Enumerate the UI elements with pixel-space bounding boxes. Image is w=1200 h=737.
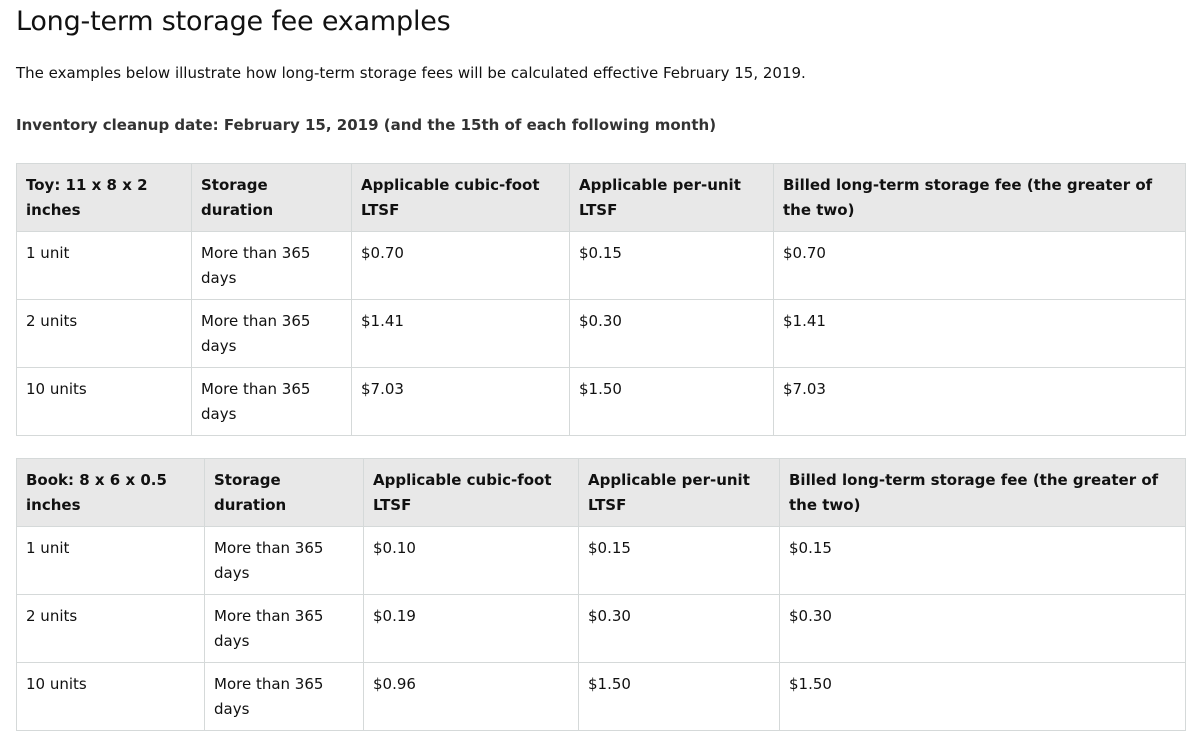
cell-duration: More than 365 days	[192, 300, 352, 368]
cell-per-unit-fee: $0.30	[579, 595, 780, 663]
cell-duration: More than 365 days	[192, 232, 352, 300]
header-cubic-foot-ltsf: Applicable cubic-foot LTSF	[352, 164, 570, 232]
cell-billed-fee: $0.30	[780, 595, 1186, 663]
cell-billed-fee: $7.03	[774, 368, 1186, 436]
cell-units: 10 units	[17, 663, 205, 731]
cleanup-date-heading: Inventory cleanup date: February 15, 2019 (and the 15th of each following month)	[16, 116, 717, 134]
cell-cubic-foot-fee: $0.96	[364, 663, 579, 731]
header-cubic-foot-ltsf: Applicable cubic-foot LTSF	[364, 459, 579, 527]
cell-cubic-foot-fee: $0.10	[364, 527, 579, 595]
header-storage-duration: Storage duration	[192, 164, 352, 232]
cell-cubic-foot-fee: $7.03	[352, 368, 570, 436]
header-item-size: Toy: 11 x 8 x 2 inches	[17, 164, 192, 232]
table-row	[17, 595, 1186, 663]
book-fee-table	[16, 458, 1186, 731]
cell-billed-fee: $0.70	[774, 232, 1186, 300]
cell-per-unit-fee: $1.50	[579, 663, 780, 731]
table-row	[17, 663, 1186, 731]
cell-units: 1 unit	[17, 232, 192, 300]
cell-duration: More than 365 days	[205, 595, 364, 663]
header-billed-fee: Billed long-term storage fee (the greater of the two)	[774, 164, 1186, 232]
table-header-row	[17, 459, 1186, 527]
cell-units: 2 units	[17, 300, 192, 368]
page-title: Long-term storage fee examples	[16, 6, 451, 37]
cell-units: 1 unit	[17, 527, 205, 595]
table-header-row	[17, 164, 1186, 232]
cell-units: 10 units	[17, 368, 192, 436]
cell-duration: More than 365 days	[192, 368, 352, 436]
cell-cubic-foot-fee: $0.19	[364, 595, 579, 663]
table-row	[17, 368, 1186, 436]
cell-duration: More than 365 days	[205, 527, 364, 595]
toy-fee-table	[16, 163, 1186, 436]
cell-duration: More than 365 days	[205, 663, 364, 731]
intro-paragraph: The examples below illustrate how long-term storage fees will be calculated effective February 15, 2019.	[16, 64, 806, 82]
cell-per-unit-fee: $0.30	[570, 300, 774, 368]
header-per-unit-ltsf: Applicable per-unit LTSF	[570, 164, 774, 232]
cell-units: 2 units	[17, 595, 205, 663]
cell-billed-fee: $1.41	[774, 300, 1186, 368]
header-storage-duration: Storage duration	[205, 459, 364, 527]
table-row	[17, 232, 1186, 300]
cell-cubic-foot-fee: $1.41	[352, 300, 570, 368]
cell-per-unit-fee: $1.50	[570, 368, 774, 436]
table-row	[17, 527, 1186, 595]
cell-per-unit-fee: $0.15	[570, 232, 774, 300]
cell-billed-fee: $0.15	[780, 527, 1186, 595]
header-item-size: Book: 8 x 6 x 0.5 inches	[17, 459, 205, 527]
header-per-unit-ltsf: Applicable per-unit LTSF	[579, 459, 780, 527]
cell-per-unit-fee: $0.15	[579, 527, 780, 595]
cell-cubic-foot-fee: $0.70	[352, 232, 570, 300]
table-row	[17, 300, 1186, 368]
header-billed-fee: Billed long-term storage fee (the greater of the two)	[780, 459, 1186, 527]
cell-billed-fee: $1.50	[780, 663, 1186, 731]
